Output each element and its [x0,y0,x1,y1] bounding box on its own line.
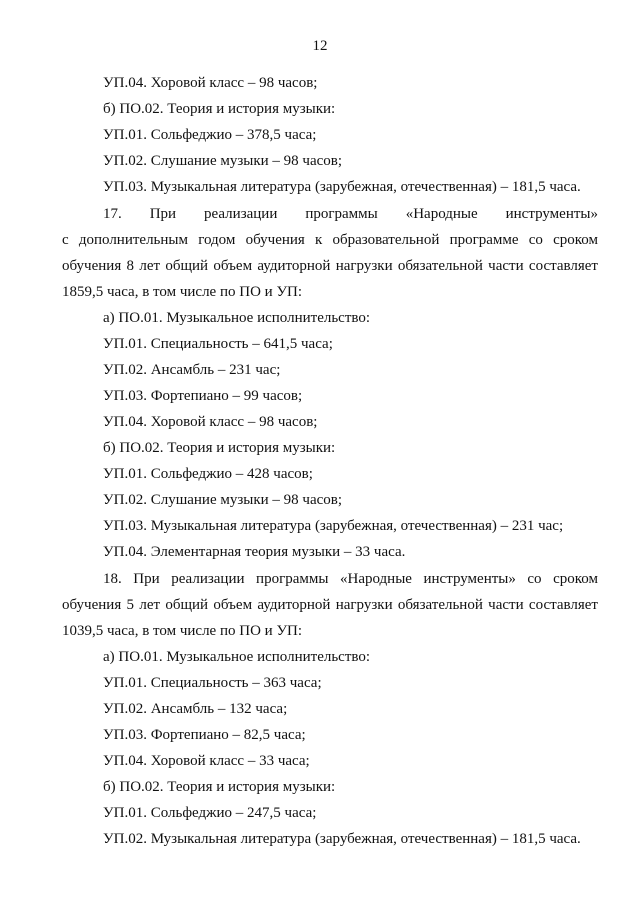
text-line: с дополнительным годом обучения к образовательной программе со сроком [62,232,598,248]
text-line: УП.02. Слушание музыки – 98 часов; [103,153,343,169]
text-line: УП.01. Сольфеджио – 428 часов; [103,466,313,482]
text-line: УП.04. Хоровой класс – 98 часов; [103,414,318,430]
text-line: УП.02. Музыкальная литература (зарубежная, отечественная) – 181,5 часа. [103,831,581,847]
text-line: УП.01. Специальность – 363 часа; [103,675,322,691]
text-line: УП.01. Сольфеджио – 247,5 часа; [103,805,317,821]
text-line: а) ПО.01. Музыкальное исполнительство: [103,649,371,665]
text-line: 1039,5 часа, в том числе по ПО и УП: [62,623,303,639]
text-line: б) ПО.02. Теория и история музыки: [103,440,336,456]
text-line: обучения 5 лет общий объем аудиторной нагрузки обязательной части составляет [62,597,598,613]
text-line: УП.02. Слушание музыки – 98 часов; [103,492,343,508]
text-line: УП.01. Специальность – 641,5 часа; [103,336,333,352]
text-line: УП.03. Музыкальная литература (зарубежная, отечественная) – 181,5 часа. [103,179,581,195]
text-line: УП.01. Сольфеджио – 378,5 часа; [103,127,317,143]
text-line: обучения 8 лет общий объем аудиторной нагрузки обязательной части составляет [62,258,598,274]
page-number: 12 [312,38,328,54]
paragraph-17-first-line: 17. При реализации программы «Народные инструменты» [103,206,598,222]
text-line: УП.02. Ансамбль – 132 часа; [103,701,288,717]
text-line: УП.03. Фортепиано – 99 часов; [103,388,303,404]
text-line: б) ПО.02. Теория и история музыки: [103,101,336,117]
text-line: УП.04. Хоровой класс – 98 часов; [103,75,318,91]
paragraph-18-first-line: 18. При реализации программы «Народные инструменты» со сроком [103,571,598,587]
text-line: УП.03. Музыкальная литература (зарубежная, отечественная) – 231 час; [103,518,564,534]
text-line: а) ПО.01. Музыкальное исполнительство: [103,310,371,326]
text-line: УП.04. Хоровой класс – 33 часа; [103,753,310,769]
text-line: УП.02. Ансамбль – 231 час; [103,362,281,378]
text-line: УП.03. Фортепиано – 82,5 часа; [103,727,306,743]
text-line: 1859,5 часа, в том числе по ПО и УП: [62,284,303,300]
text-line: УП.04. Элементарная теория музыки – 33 часа. [103,544,406,560]
text-line: б) ПО.02. Теория и история музыки: [103,779,336,795]
